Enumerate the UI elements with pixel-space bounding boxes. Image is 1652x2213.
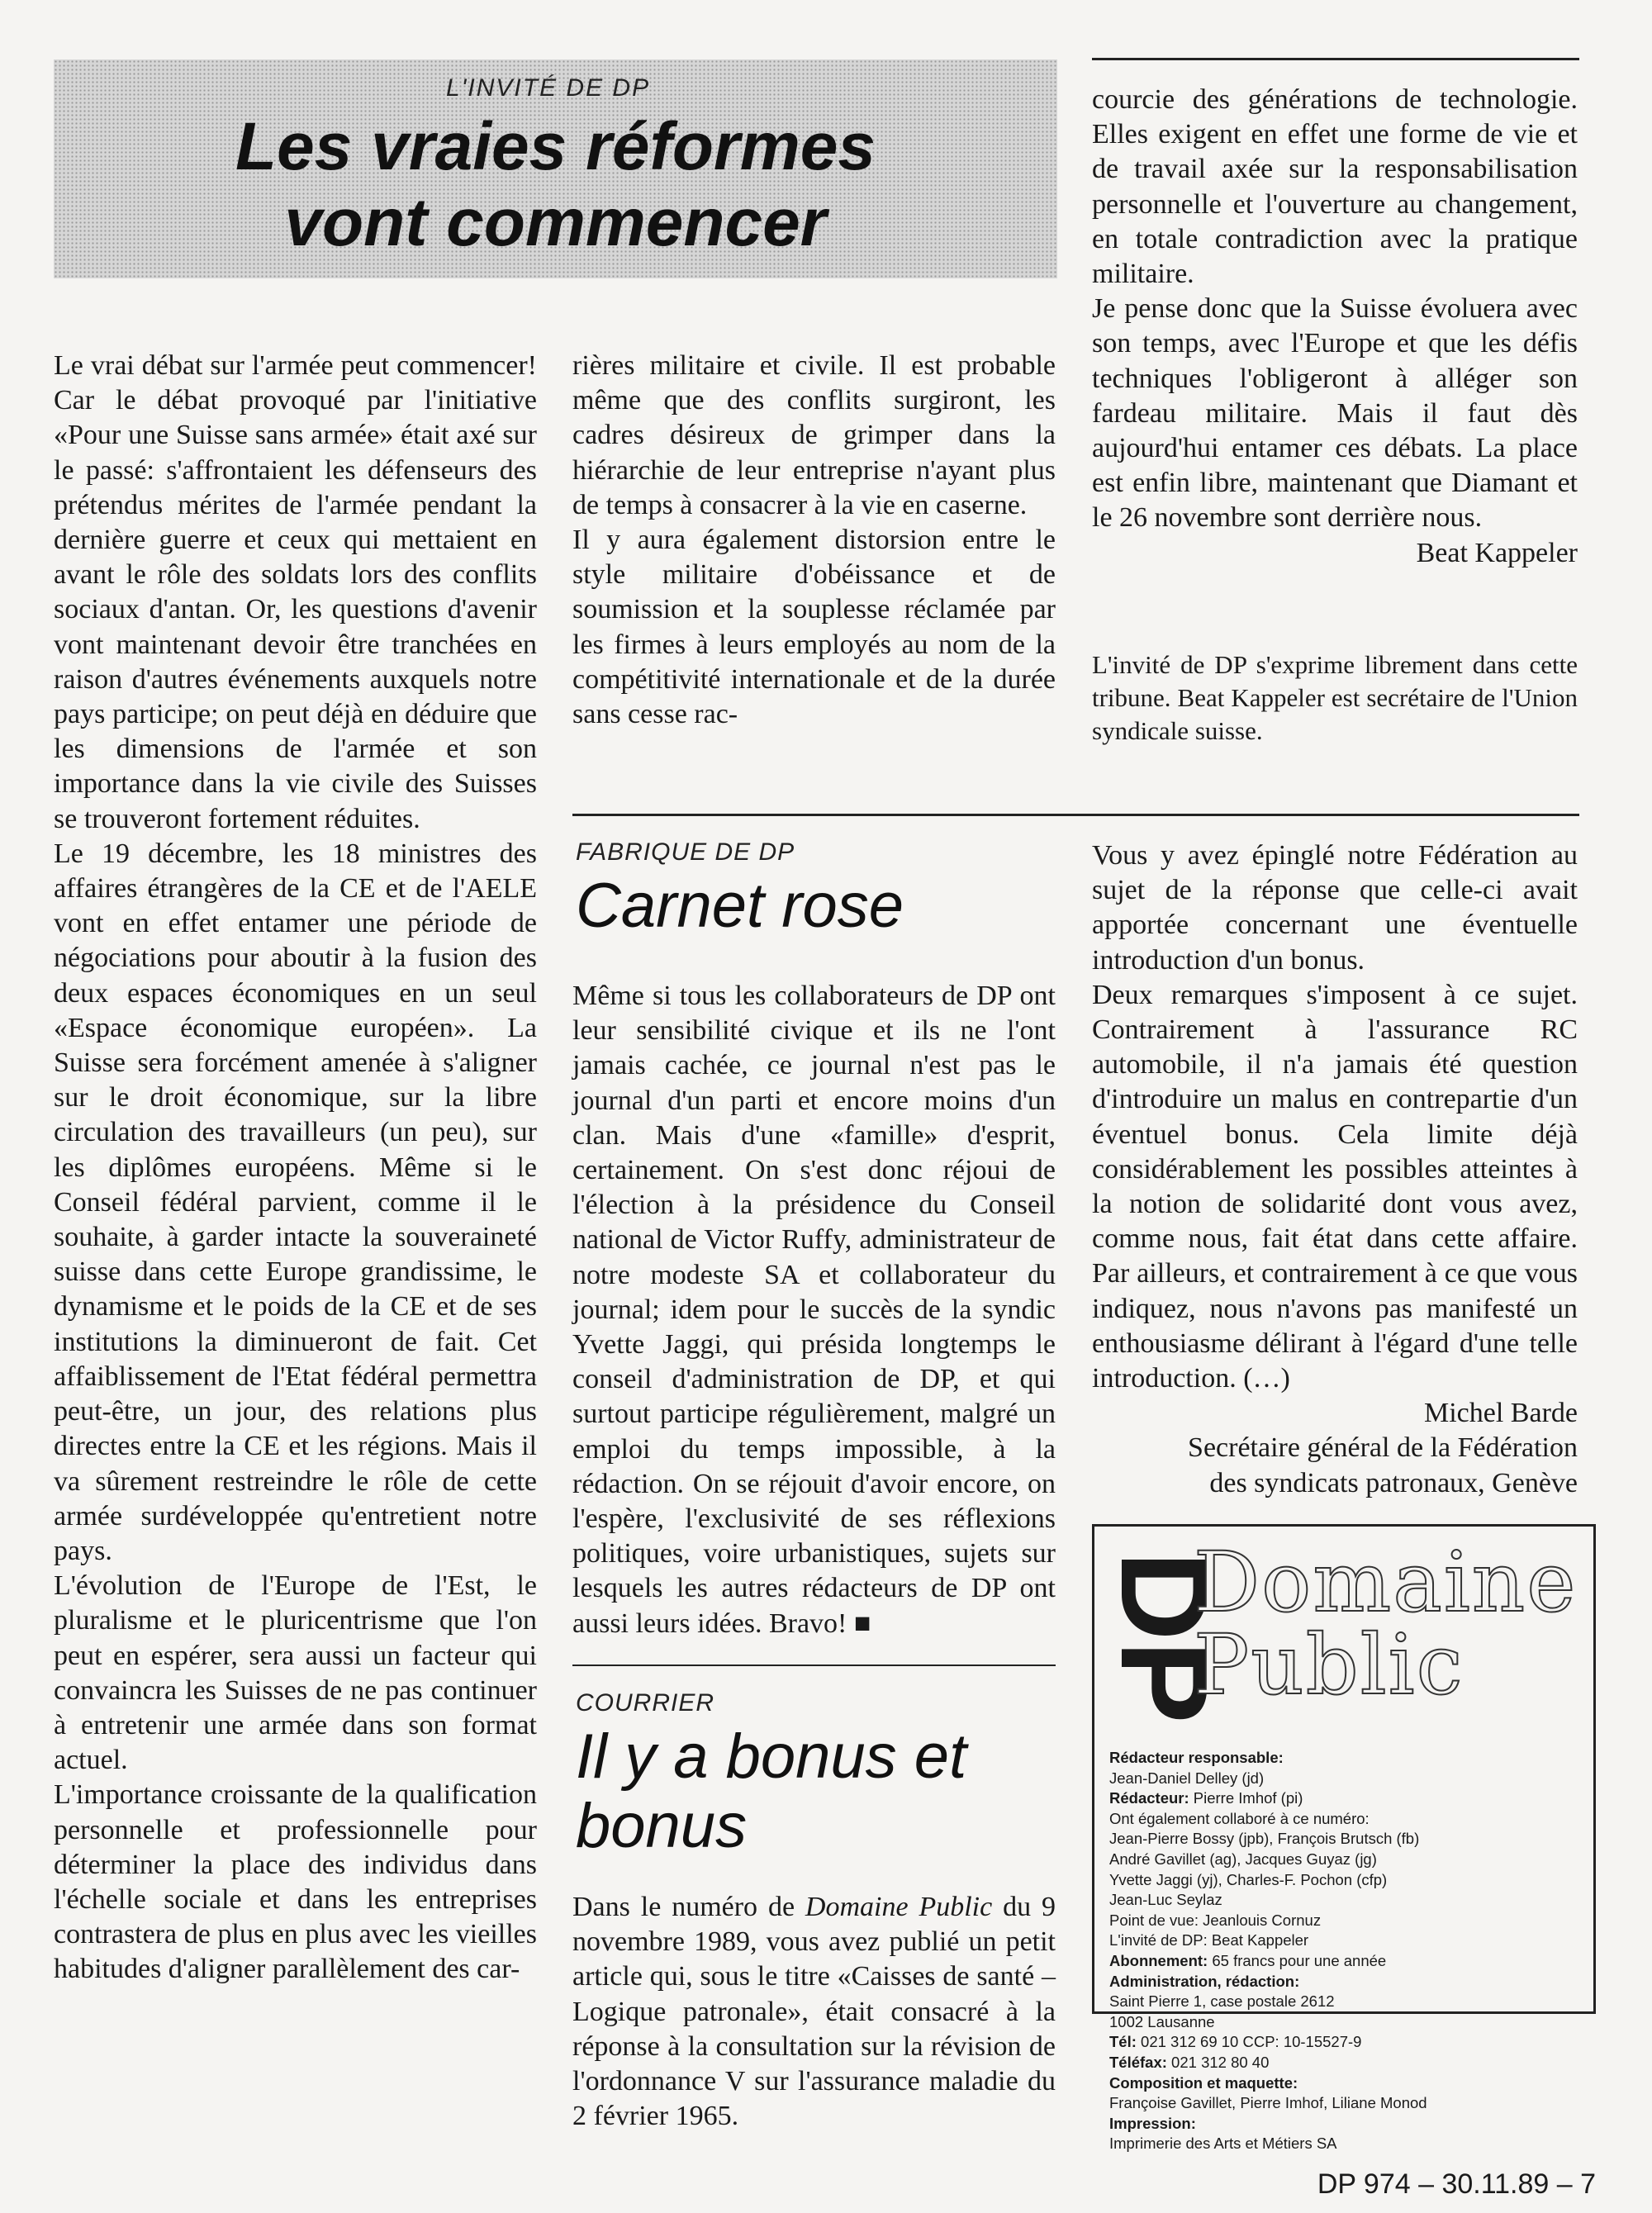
- impressum-line: [1109, 2053, 1588, 2073]
- impressum-line: [1109, 1829, 1588, 1850]
- invite-title-line2: vont commencer: [284, 185, 827, 260]
- invite-paragraph: Je pense donc que la Suisse évoluera avec son temps, avec l'Europe et que les défis techniques l'obligeront à alléger son fardeau militaire. Mais il faut dès aujourd'hui entamer ces débats. La place est enfin libre, maintenant que Diamant et le 26 novembre sont derrière nous.: [1092, 293, 1578, 534]
- invite-column-2: [572, 349, 1056, 732]
- courrier-signature-role: Secrétaire général de la Fédération: [1188, 1432, 1578, 1464]
- impressum-text: Françoise Gavillet, Pierre Imhof, Liliane Monod: [1109, 2094, 1427, 2112]
- impressum-line: [1109, 2093, 1588, 2114]
- impressum-label: Administration, rédaction:: [1109, 1972, 1300, 1990]
- invite-paragraph: Il y aura également distorsion entre le style militaire d'obéissance et de soumission et la souplesse réclamée par les firmes à leurs employés au nom de la compétitivité internationale et de la durée sans cesse rac-: [572, 525, 1056, 730]
- page-folio: DP 974 – 30.11.89 – 7: [1317, 2168, 1596, 2200]
- invite-paragraph: Le 19 décembre, les 18 ministres des affaires étrangères de la CE et de l'AELE vont en effet entamer une période de négociations pour aboutir à la fusion des deux espaces économiques en un seul «Espace économique européen». La Suisse sera forcément amenée à s'aligner sur le droit économique, sur la libre circulation des travailleurs (un peu), sur les diplômes européens. Même si le Conseil fédéral parvient, comme il le souhaite, à garder intacte la souveraineté suisse dans cette Europe grandissime, le dynamisme et le poids de la CE et de ses institutions la diminueront de fait. Cet affaiblissement de l'Etat fédéral permettra peut-être, un jour, des relations plus directes entre la CE et les régions. Mais il va sûrement restreindre le rôle de cette armée surdéveloppée qu'entretient notre pays.: [54, 838, 537, 1566]
- impressum-text: Point de vue: Jeanlouis Cornuz: [1109, 1911, 1322, 1929]
- invite-author-note: L'invité de DP s'exprime librement dans cette tribune. Beat Kappeler est secrétaire de l'Union syndicale suisse.: [1092, 650, 1578, 745]
- impressum-text: Imprimerie des Arts et Métiers SA: [1109, 2135, 1337, 2153]
- impressum-label: Composition et maquette:: [1109, 2073, 1298, 2092]
- masthead: [1092, 1524, 1596, 2153]
- impressum-label: Rédacteur responsable:: [1109, 1749, 1284, 1766]
- impressum-line: [1109, 1992, 1588, 2012]
- fabrique-kicker: FABRIQUE DE DP: [576, 838, 795, 866]
- impressum-text: L'invité de DP: Beat Kappeler: [1109, 1931, 1309, 1949]
- impressum-line: [1109, 2012, 1588, 2033]
- impressum-line: [1109, 1788, 1588, 1809]
- impressum-text: 021 312 80 40: [1166, 2053, 1270, 2071]
- invite-column-3: [1092, 83, 1578, 571]
- invite-signature: Beat Kappeler: [1416, 537, 1578, 568]
- masthead-title-public: Public: [1194, 1617, 1464, 1713]
- impressum-line: [1109, 2073, 1588, 2094]
- impressum-text: Pierre Imhof (pi): [1189, 1789, 1303, 1807]
- impressum-line: [1109, 1911, 1588, 1931]
- impressum-label: Téléfax:: [1109, 2053, 1167, 2071]
- invite-paragraph: Le vrai débat sur l'armée peut commencer! Car le débat provoqué par l'initiative «Pour une Suisse sans armée» était axé sur le passé: s'affrontaient les défenseurs des prétendus mérites de l'armée pendant la dernière guerre et ceux qui mettaient en avant le rôle des soldats lors des conflits sociaux d'antan. Or, les questions d'avenir vont maintenant devoir être tranchées en raison d'autres événements auxquels notre pays participe; on peut déjà en déduire que les dimensions de l'armée et son importance dans la vie civile des Suisses se trouveront fortement réduites.: [54, 350, 537, 834]
- invite-column-1: [54, 349, 537, 1987]
- invite-paragraph: rières militaire et civile. Il est probable même que des conflits surgiront, les cadres désireux de grimper dans la hiérarchie de leur entreprise n'ayant plus de temps à consacrer à la vie en caserne.: [572, 350, 1056, 520]
- impressum-text: Jean-Luc Seylaz: [1109, 1891, 1222, 1909]
- courrier-title-line1: Il y a bonus et: [576, 1721, 967, 1792]
- impressum-text: 021 312 69 10 CCP: 10-15527-9: [1136, 2033, 1362, 2051]
- courrier-body-2: [1092, 838, 1578, 1501]
- impressum-line: [1109, 2134, 1588, 2154]
- impressum-label: Tél:: [1109, 2033, 1137, 2051]
- invite-paragraph: L'évolution de l'Europe de l'Est, le pluralisme et le pluricentrisme que l'on peut en espérer, sera aussi un facteur qui convaincra les Suisses de ne pas continuer à entretenir une armée dans son format actuel.: [54, 1570, 537, 1776]
- courrier-rule: [572, 1664, 1056, 1666]
- impressum-text: Jean-Pierre Bossy (jpb), François Brutsch (fb): [1109, 1830, 1420, 1848]
- impressum-label: Impression:: [1109, 2114, 1196, 2132]
- courrier-title-line2: bonus: [576, 1791, 748, 1861]
- impressum-text: 1002 Lausanne: [1109, 2012, 1215, 2030]
- impressum-line: [1109, 1870, 1588, 1891]
- impressum-label: Abonnement:: [1109, 1951, 1208, 1969]
- courrier-kicker: COURRIER: [576, 1689, 715, 1717]
- courrier-text: Dans le numéro de: [572, 1892, 805, 1922]
- impressum-line: [1109, 2114, 1588, 2135]
- headline-box: [54, 59, 1057, 278]
- fabrique-body: Même si tous les collaborateurs de DP ont leur sensibilité civique et ils ne l'ont jamais cachée, ce journal n'est pas le journal d'un parti et encore moins d'un clan. Mais d'une «famille» d'esprit, certainement. On s'est donc réjoui de l'élection à la présidence du Conseil national de Victor Ruffy, administrateur de notre modeste SA et collaborateur du journal; idem pour le succès de la syndic Yvette Jaggi, qui présida longtemps le conseil d'administration de DP, et qui surtout participe régulièrement, malgré un emploi du temps impossible, à la rédaction. On se réjouit d'avoir encore, on l'espère, l'exclusivité de ses réflexions politiques, voire urbanistiques, sujets sur lesquels les autres rédacteurs de DP ont aussi leurs idées. Bravo! ■: [572, 981, 1056, 1639]
- courrier-text: du 9 novembre 1989, vous avez publié un petit article qui, sous le titre «Caisses de santé – Logique patronale», était consacré à la réponse à la consultation sur la révision de l'ordonnance V sur l'assurance maladie du 2 février 1965.: [572, 1892, 1056, 2132]
- impressum-line: [1109, 1850, 1588, 1870]
- impressum-line: [1109, 2032, 1588, 2053]
- impressum: [1109, 1748, 1588, 2154]
- impressum-label: Rédacteur:: [1109, 1789, 1189, 1807]
- impressum-text: Jean-Daniel Delley (jd): [1109, 1769, 1265, 1787]
- courrier-publication-name: Domaine Public: [805, 1892, 993, 1922]
- impressum-text: Saint Pierre 1, case postale 2612: [1109, 1992, 1335, 2011]
- impressum-text: Yvette Jaggi (yj), Charles-F. Pochon (cfp): [1109, 1870, 1388, 1888]
- impressum-text: Ont également collaboré à ce numéro:: [1109, 1809, 1370, 1827]
- invite-kicker: L'INVITÉ DE DP: [446, 74, 651, 102]
- impressum-text: André Gavillet (ag), Jacques Guyaz (jg): [1109, 1850, 1377, 1868]
- courrier-body-1: [572, 1890, 1056, 2134]
- courrier-signature-name: Michel Barde: [1424, 1398, 1578, 1429]
- fabrique-title: Carnet rose: [576, 871, 904, 941]
- invite-title-line1: Les vraies réformes: [235, 109, 876, 184]
- courrier-signature-role: des syndicats patronaux, Genève: [1209, 1467, 1578, 1498]
- invite-paragraph: courcie des générations de technologie. Elles exigent en effet une forme de vie et de travail axée sur la responsabilisation personnelle et l'ouverture au changement, en totale contradiction avec la pratique militaire.: [1092, 84, 1578, 290]
- impressum-line: [1109, 1972, 1588, 1992]
- section-divider-rule: [572, 814, 1579, 816]
- dp-logo: DP: [1095, 1551, 1234, 1724]
- invite-paragraph: L'importance croissante de la qualification personnelle et professionnelle pour déterminer la place des individus dans l'échelle sociale et dans les entreprises contrastera de plus en plus avec les vieilles habitudes d'aligner parallèlement des car-: [54, 1779, 537, 1985]
- courrier-paragraph: Deux remarques s'imposent à ce sujet. Contrairement à l'assurance RC automobile, il n'a jamais été question d'introduire un malus en contrepartie d'un éventuel bonus. Cela limite déjà considérablement les possibles atteintes à la notion de solidarité dont vous avez, comme nous, fait état dans cette affaire. Par ailleurs, et contrairement à ce que vous indiquez, nous n'avons pas manifesté un enthousiasme délirant à l'égard d'une telle introduction. (…): [1092, 979, 1578, 1394]
- impressum-line: [1109, 1890, 1588, 1911]
- impressum-line: [1109, 1769, 1588, 1789]
- impressum-line: [1109, 1809, 1588, 1830]
- masthead-title-domaine: Domaine: [1194, 1534, 1578, 1631]
- impressum-line: [1109, 1930, 1588, 1951]
- top-right-rule: [1092, 58, 1579, 60]
- impressum-line: [1109, 1748, 1588, 1769]
- courrier-paragraph: Vous y avez épinglé notre Fédération au sujet de la réponse que celle-ci avait apportée concernant une éventuelle introduction d'un bonus.: [1092, 840, 1578, 976]
- impressum-line: [1109, 1951, 1588, 1972]
- impressum-text: 65 francs pour une année: [1208, 1951, 1387, 1969]
